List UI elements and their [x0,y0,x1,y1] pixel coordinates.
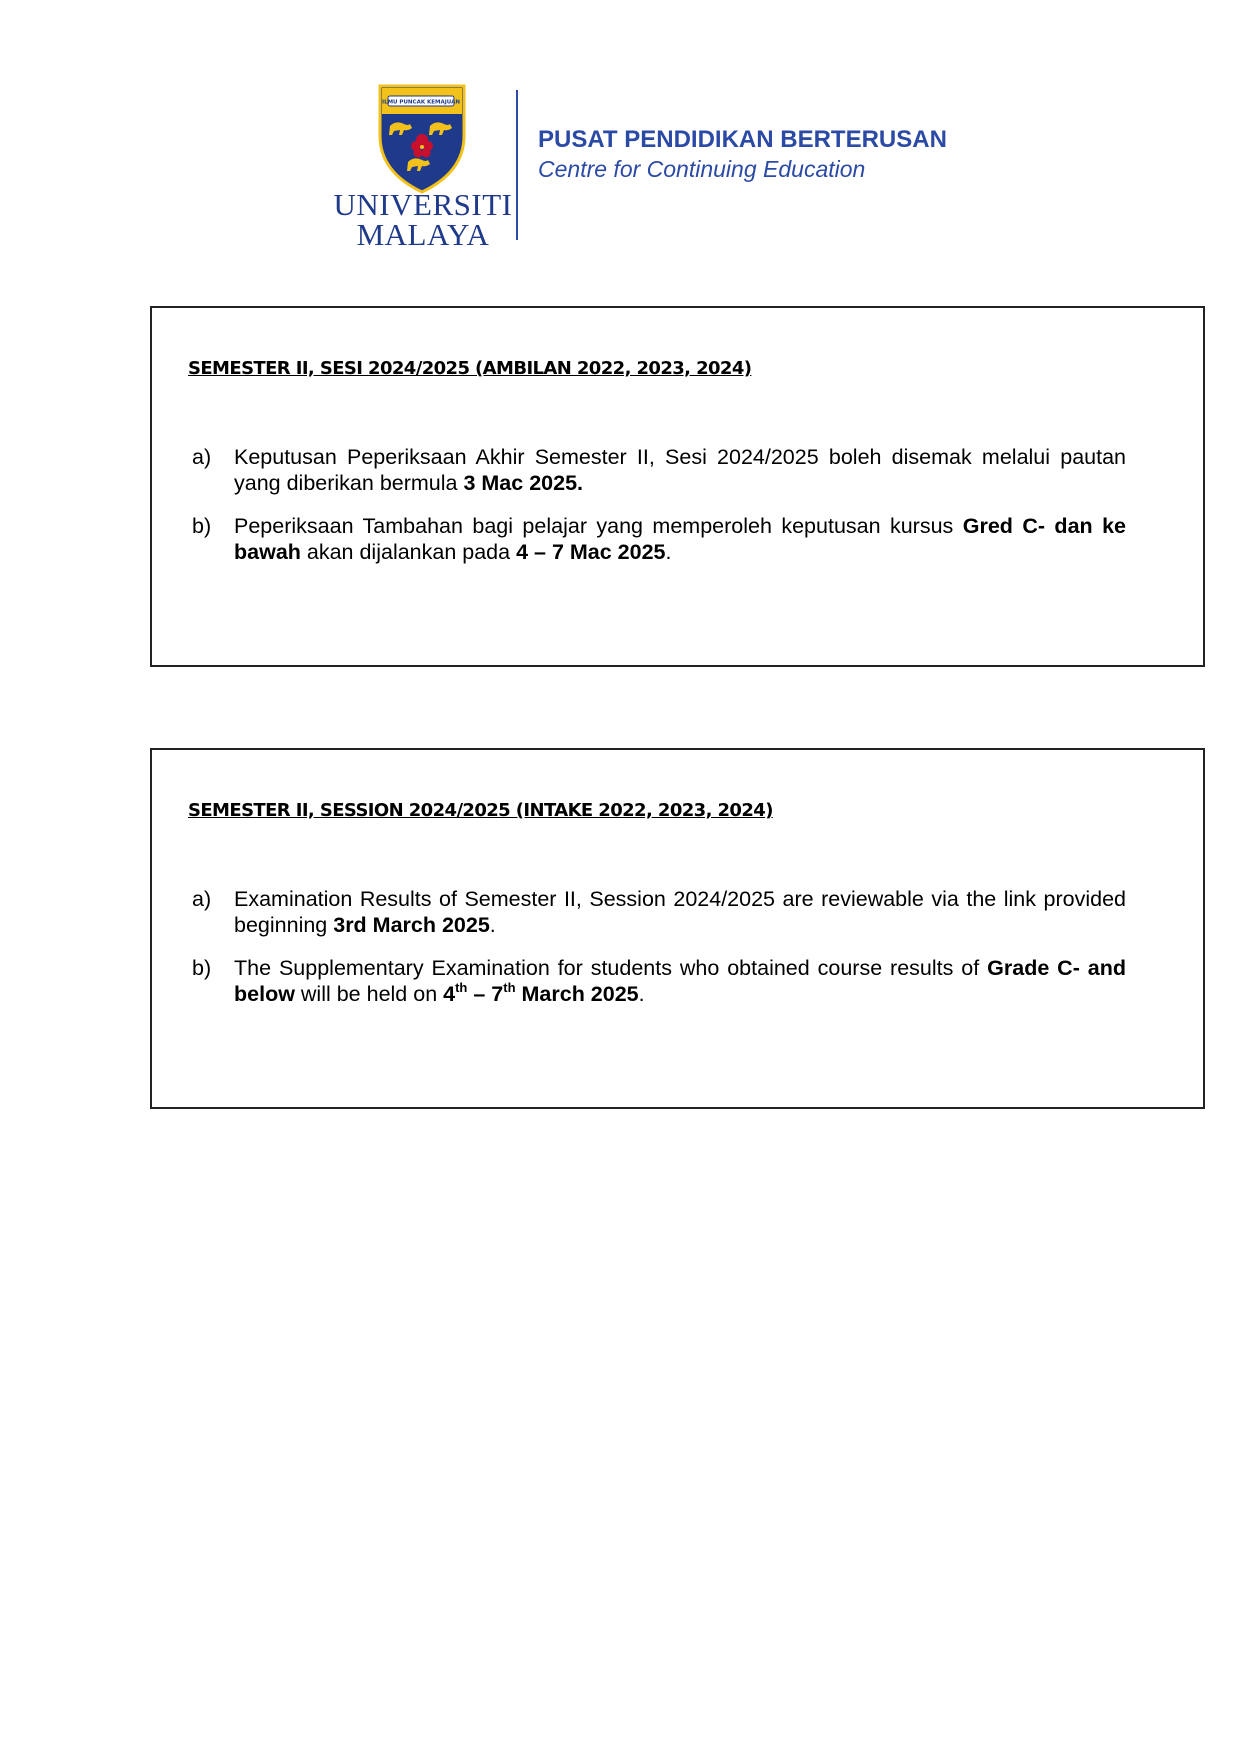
centre-name-english: Centre for Continuing Education [538,156,866,182]
centre-name: PUSAT PENDIDIKAN BERTERUSAN [538,126,947,153]
item-grade: Grade C- and below [234,956,1127,1006]
notice-box-malay [150,306,1205,667]
item-date: 3rd March 2025 [333,913,490,937]
notice-list [192,444,1126,582]
item-text: Keputusan Peperiksaan Akhir Semester II, Sesi 2024/2025 boleh disemak melalui pautan yang diberikan bermula [234,445,1126,495]
item-date: 3 Mac 2025. [463,471,583,495]
item-date-end: – 7 [467,982,504,1006]
university-name [330,187,516,252]
list-marker: b) [192,956,212,980]
item-text: . [489,913,496,937]
item-text: Examination Results of Semester II, Session 2024/2025 are reviewable via the link provided beginning [234,887,1126,937]
header-divider [516,90,518,240]
list-item [192,513,1126,565]
notice-list [192,886,1126,1024]
crest-motto: ILMU PUNCAK KEMAJUAN [382,99,460,106]
item-text: . [638,982,645,1006]
list-marker: b) [192,514,212,538]
university-crest-logo [376,84,468,194]
list-item [192,955,1126,1007]
list-marker: a) [192,887,212,911]
university-name-line2: MALAYA [356,217,490,252]
item-date-start: 4 [443,982,456,1006]
item-date: 4 – 7 Mac 2025 [516,540,666,564]
university-name-line1: UNIVERSITI [333,187,513,222]
notice-title: SEMESTER II, SESI 2024/2025 (AMBILAN 2022, 2023, 2024) [188,358,752,379]
item-text: Peperiksaan Tambahan bagi pelajar yang memperoleh keputusan kursus [234,514,963,538]
list-item [192,886,1126,938]
ordinal-suffix: th [455,980,468,995]
list-item [192,444,1126,496]
item-grade: Gred C- dan ke bawah [234,514,1126,564]
letterhead [0,0,1241,260]
item-text: . [665,540,672,564]
notice-box-english [150,748,1205,1109]
notice-title: SEMESTER II, SESSION 2024/2025 (INTAKE 2022, 2023, 2024) [188,800,773,821]
list-marker: a) [192,445,212,469]
ordinal-suffix: th [503,980,516,995]
item-text: will be held on [294,982,444,1006]
item-text: akan dijalankan pada [300,540,517,564]
item-date-month: March 2025 [515,982,639,1006]
item-text: The Supplementary Examination for students who obtained course results of [234,956,988,980]
